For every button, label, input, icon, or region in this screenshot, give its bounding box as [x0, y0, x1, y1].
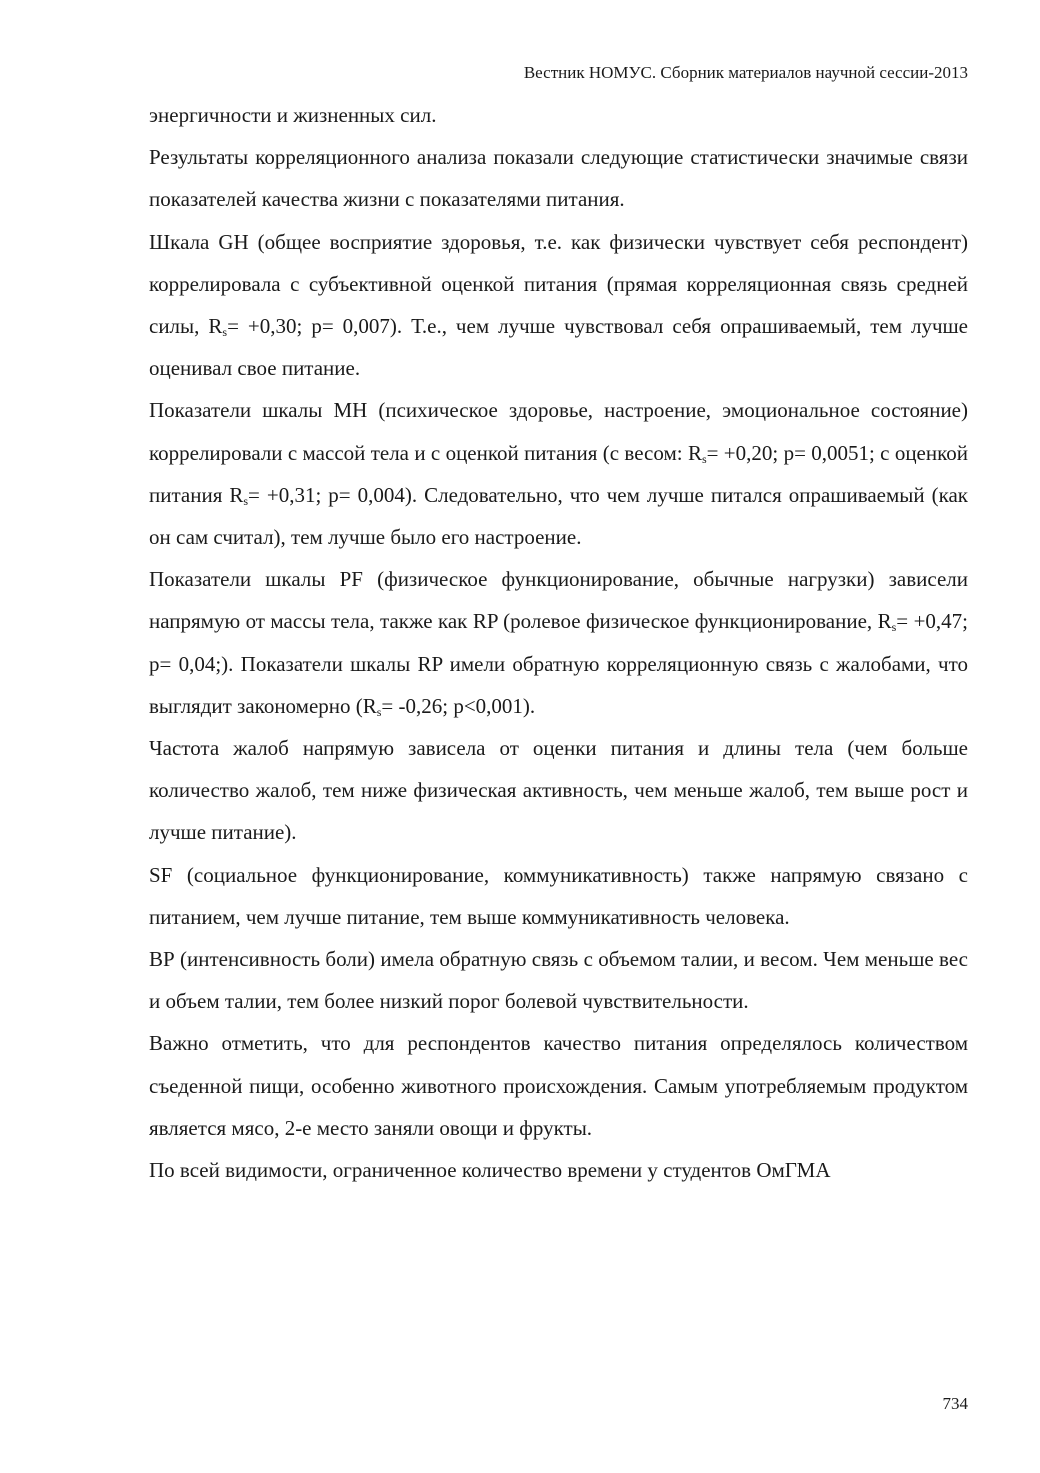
text-segment: = +0,47; p= 0,04;). Показатели шкалы RP имели обратную корреляционную связь с жалобами, что выглядит закономерно (R	[149, 609, 968, 718]
paragraph-nutrition-quality: Важно отметить, что для респондентов качество питания определялось количеством съеденной пищи, особенно животного происхождения. Самым употребляемым продуктом является мясо, 2-е место заняли овощи и фрукты.	[149, 1031, 968, 1140]
body-text	[149, 94, 968, 1191]
text-segment: Шкала GH (общее восприятие здоровья, т.е. как физически чувствует себя респондент) коррелировала с субъективной оценкой питания (прямая корреляционная связь средней силы, R	[149, 229, 968, 339]
text-segment: = +0,30; p= 0,007). Т.е., чем лучше чувствовал себя опрашиваемый, тем лучше оценивал свое питание.	[149, 314, 969, 381]
paragraph-sf-scale: SF (социальное функционирование, коммуникативность) также напрямую связано с питанием, чем лучше питание, тем выше коммуникативность человека.	[149, 862, 968, 929]
paragraph-mh-scale	[149, 389, 968, 558]
rs-subscript: s	[243, 493, 249, 508]
paragraph-complaints: Частота жалоб напрямую зависела от оценки питания и длины тела (чем больше количество жалоб, тем ниже физическая активность, чем меньше жалоб, тем выше рост и лучше питание).	[149, 736, 968, 845]
paragraph-pf-scale	[149, 558, 968, 727]
text-segment: = +0,31; p= 0,004). Следовательно, что чем лучше питался опрашиваемый (как он сам считал), тем лучше было его настроение.	[149, 482, 968, 550]
paragraph-bp-scale: ВР (интенсивность боли) имела обратную связь с объемом талии, и весом. Чем меньше вес и объем талии, тем более низкий порог болевой чувствительности.	[149, 947, 968, 1014]
rs-subscript: s	[701, 451, 707, 466]
page-number: 734	[942, 1394, 968, 1413]
paragraph-correlation-intro: Результаты корреляционного анализа показали следующие статистически значимые связи показателей качества жизни с показателями питания.	[149, 145, 968, 212]
text-segment: = +0,20; p= 0,0051; с оценкой питания R	[149, 440, 968, 507]
rs-subscript: s	[376, 704, 382, 719]
text-segment: Показатели шкалы PF (физическое функционирование, обычные нагрузки) зависели напрямую от массы тела, также как RP (ролевое физическое функционирование, R	[149, 567, 968, 634]
running-header: Вестник НОМУС. Сборник материалов научной сессии-2013	[523, 63, 968, 82]
paragraph-time-limits: По всей видимости, ограниченное количество времени у студентов ОмГМА	[149, 1158, 831, 1183]
paragraph-continuation: энергичности и жизненных сил.	[149, 103, 437, 127]
rs-subscript: s	[891, 620, 897, 635]
rs-subscript: s	[222, 325, 228, 340]
text-segment: = -0,26; p<0,001).	[381, 693, 536, 718]
text-segment: Показатели шкалы МН (психическое здоровье, настроение, эмоциональное состояние) коррелировали с массой тела и с оценкой питания (с весом: R	[149, 398, 968, 465]
paragraph-gh-scale	[149, 221, 968, 390]
